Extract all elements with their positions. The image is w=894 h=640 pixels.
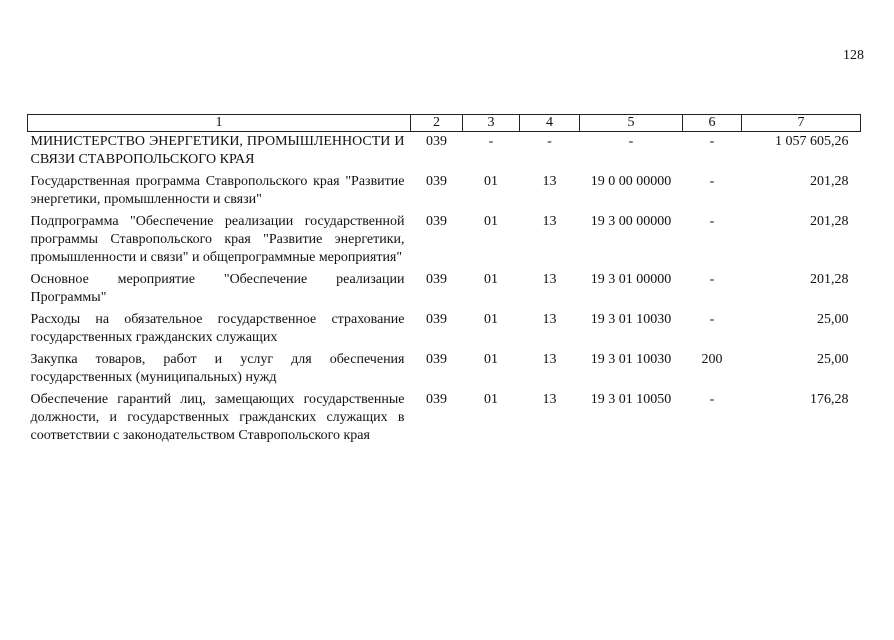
ministry-code: 039 bbox=[426, 312, 447, 327]
amount: 201,28 bbox=[810, 174, 849, 189]
table-row bbox=[28, 132, 861, 173]
column-header-4: 4 bbox=[520, 115, 580, 132]
section-code: - bbox=[488, 134, 494, 149]
subsection-code: 13 bbox=[542, 214, 557, 229]
item-name: Государственная программа Ставропольского края "Развитие энергетики, промышленности и связи" bbox=[30, 174, 405, 207]
section-code: 01 bbox=[484, 272, 498, 287]
table-header-row bbox=[28, 115, 861, 132]
table-row bbox=[28, 270, 861, 310]
item-name: Подпрограмма "Обеспечение реализации государственной программы Ставропольского края "Развитие энергетики, промышленности и связи" и общепрограммные мероприятия" bbox=[30, 214, 405, 265]
column-header-3: 3 bbox=[463, 115, 520, 132]
ministry-code: 039 bbox=[426, 134, 447, 149]
section-code: 01 bbox=[484, 312, 498, 327]
target-article-code: 19 3 00 00000 bbox=[590, 214, 672, 229]
amount: 25,00 bbox=[817, 352, 849, 367]
amount: 25,00 bbox=[817, 312, 849, 327]
column-header-5: 5 bbox=[580, 115, 683, 132]
column-header-6: 6 bbox=[683, 115, 742, 132]
ministry-code: 039 bbox=[426, 272, 447, 287]
amount: 176,28 bbox=[810, 392, 849, 407]
item-name: Закупка товаров, работ и услуг для обеспечения государственных (муниципальных) нужд bbox=[30, 352, 405, 385]
expense-type-code: - bbox=[709, 272, 715, 287]
target-article-code: 19 3 01 10050 bbox=[590, 392, 672, 407]
subsection-code: - bbox=[547, 134, 552, 149]
page-number: 128 bbox=[843, 48, 864, 63]
table-row bbox=[28, 310, 861, 350]
column-header-2: 2 bbox=[411, 115, 463, 132]
expense-type-code: - bbox=[709, 392, 715, 407]
item-name: Расходы на обязательное государственное страхование государственных гражданских служащих bbox=[30, 312, 405, 345]
subsection-code: 13 bbox=[542, 352, 557, 367]
column-header-1: 1 bbox=[28, 115, 411, 132]
section-code: 01 bbox=[484, 214, 498, 229]
item-name: Обеспечение гарантий лиц, замещающих государственные должности, и государственных гражданских служащих в соответствии с законодательством Ставропольского края bbox=[30, 392, 405, 443]
expense-type-code: 200 bbox=[701, 352, 723, 367]
target-article-code: 19 0 00 00000 bbox=[590, 174, 672, 189]
amount: 201,28 bbox=[810, 214, 849, 229]
expense-type-code: - bbox=[709, 214, 715, 229]
subsection-code: 13 bbox=[542, 312, 557, 327]
target-article-code: 19 3 01 10030 bbox=[590, 312, 672, 327]
subsection-code: 13 bbox=[542, 272, 557, 287]
expense-type-code: - bbox=[709, 312, 715, 327]
target-article-code: 19 3 01 10030 bbox=[590, 352, 672, 367]
subsection-code: 13 bbox=[542, 392, 557, 407]
amount: 1 057 605,26 bbox=[775, 134, 849, 149]
table-row bbox=[28, 350, 861, 390]
ministry-code: 039 bbox=[426, 352, 447, 367]
section-code: 01 bbox=[484, 392, 498, 407]
subsection-code: 13 bbox=[542, 174, 557, 189]
ministry-code: 039 bbox=[426, 214, 447, 229]
expense-type-code: - bbox=[709, 134, 715, 149]
section-code: 01 bbox=[484, 174, 498, 189]
target-article-code: 19 3 01 00000 bbox=[590, 272, 672, 287]
ministry-code: 039 bbox=[426, 392, 447, 407]
item-name: Основное мероприятие "Обеспечение реализации Программы" bbox=[30, 272, 405, 305]
column-header-7: 7 bbox=[742, 115, 861, 132]
expense-type-code: - bbox=[709, 174, 715, 189]
table-row bbox=[28, 390, 861, 448]
item-name: МИНИСТЕРСТВО ЭНЕРГЕТИКИ, ПРОМЫШЛЕННОСТИ И СВЯЗИ СТАВРОПОЛЬСКОГО КРАЯ bbox=[30, 134, 405, 167]
budget-table bbox=[27, 114, 861, 448]
target-article-code: - bbox=[628, 134, 634, 149]
table-row bbox=[28, 212, 861, 270]
section-code: 01 bbox=[484, 352, 498, 367]
ministry-code: 039 bbox=[426, 174, 447, 189]
table-row bbox=[28, 172, 861, 212]
amount: 201,28 bbox=[810, 272, 849, 287]
